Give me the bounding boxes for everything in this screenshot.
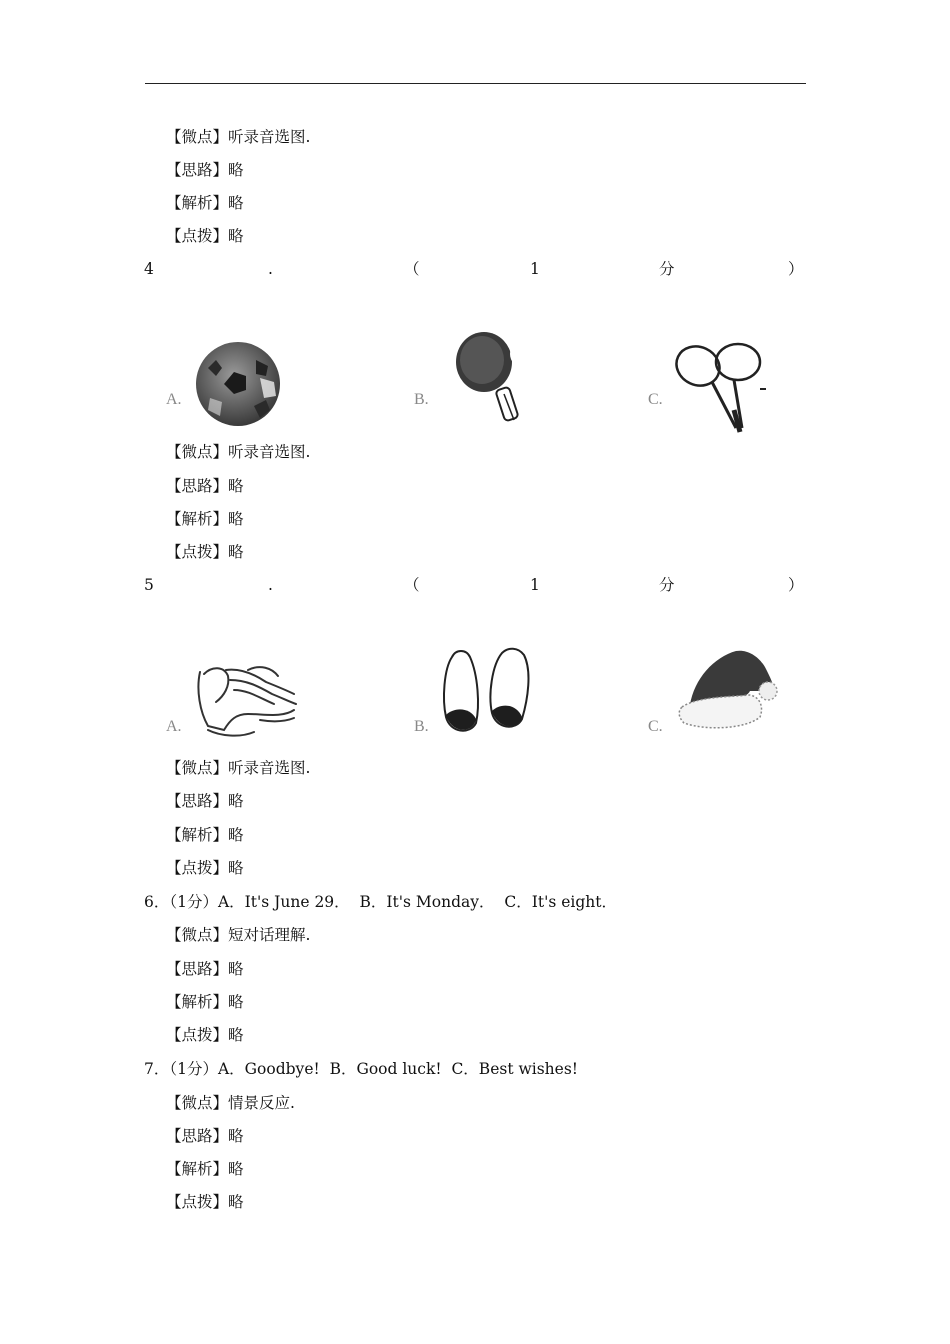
gloves-icon <box>190 660 302 740</box>
tag-weidian: 【微点】听录音选图. <box>166 128 311 146</box>
header-rule <box>145 83 806 84</box>
question-6: 6．（1分）A．It's June 29． B．It's Monday． C．It's eight． <box>144 893 617 911</box>
score-unit: 分 <box>659 576 675 594</box>
tag-silu: 【思路】略 <box>166 1127 244 1145</box>
option-b-label: B. <box>414 718 429 735</box>
shoes-icon <box>440 645 536 737</box>
question-dot: . <box>268 260 273 278</box>
tag-silu: 【思路】略 <box>166 161 244 179</box>
question-7: 7．（1分）A．Goodbye! B．Good luck! C．Best wishes! <box>144 1060 579 1078</box>
option-b-label: B. <box>414 391 429 408</box>
soccer-ball-icon <box>194 338 284 430</box>
santa-hat-icon <box>676 645 780 735</box>
score-open-paren: （ <box>404 576 420 594</box>
badminton-rackets-icon <box>672 340 770 434</box>
tag-weidian: 【微点】情景反应. <box>166 1094 295 1112</box>
tag-jiexi: 【解析】略 <box>166 993 244 1011</box>
score-close-paren: ） <box>788 260 804 278</box>
tag-jiexi: 【解析】略 <box>166 826 244 844</box>
tag-diandbo: 【点拨】略 <box>166 227 244 245</box>
score-open-paren: （ <box>404 260 420 278</box>
option-c-label: C. <box>648 718 663 735</box>
tag-weidian: 【微点】听录音选图. <box>166 759 311 777</box>
tag-jiexi: 【解析】略 <box>166 1160 244 1178</box>
score-unit: 分 <box>659 260 675 278</box>
tag-silu: 【思路】略 <box>166 960 244 978</box>
ping-pong-paddle-icon <box>452 328 532 428</box>
tag-jiexi: 【解析】略 <box>166 194 244 212</box>
tag-silu: 【思路】略 <box>166 477 244 495</box>
tag-diandbo: 【点拨】略 <box>166 1026 244 1044</box>
option-c-label: C. <box>648 391 663 408</box>
tag-diandbo: 【点拨】略 <box>166 1193 244 1211</box>
tag-weidian: 【微点】短对话理解. <box>166 926 311 944</box>
option-a-label: A. <box>166 391 182 408</box>
question-dot: . <box>268 576 273 594</box>
option-a-label: A. <box>166 718 182 735</box>
tag-diandbo: 【点拨】略 <box>166 543 244 561</box>
tag-silu: 【思路】略 <box>166 792 244 810</box>
tag-diandbo: 【点拨】略 <box>166 859 244 877</box>
score-value: 1 <box>530 260 540 278</box>
score-value: 1 <box>530 576 540 594</box>
tag-weidian: 【微点】听录音选图. <box>166 443 311 461</box>
question-number: 5 <box>144 576 154 594</box>
tag-jiexi: 【解析】略 <box>166 510 244 528</box>
score-close-paren: ） <box>788 576 804 594</box>
question-number: 4 <box>144 260 154 278</box>
